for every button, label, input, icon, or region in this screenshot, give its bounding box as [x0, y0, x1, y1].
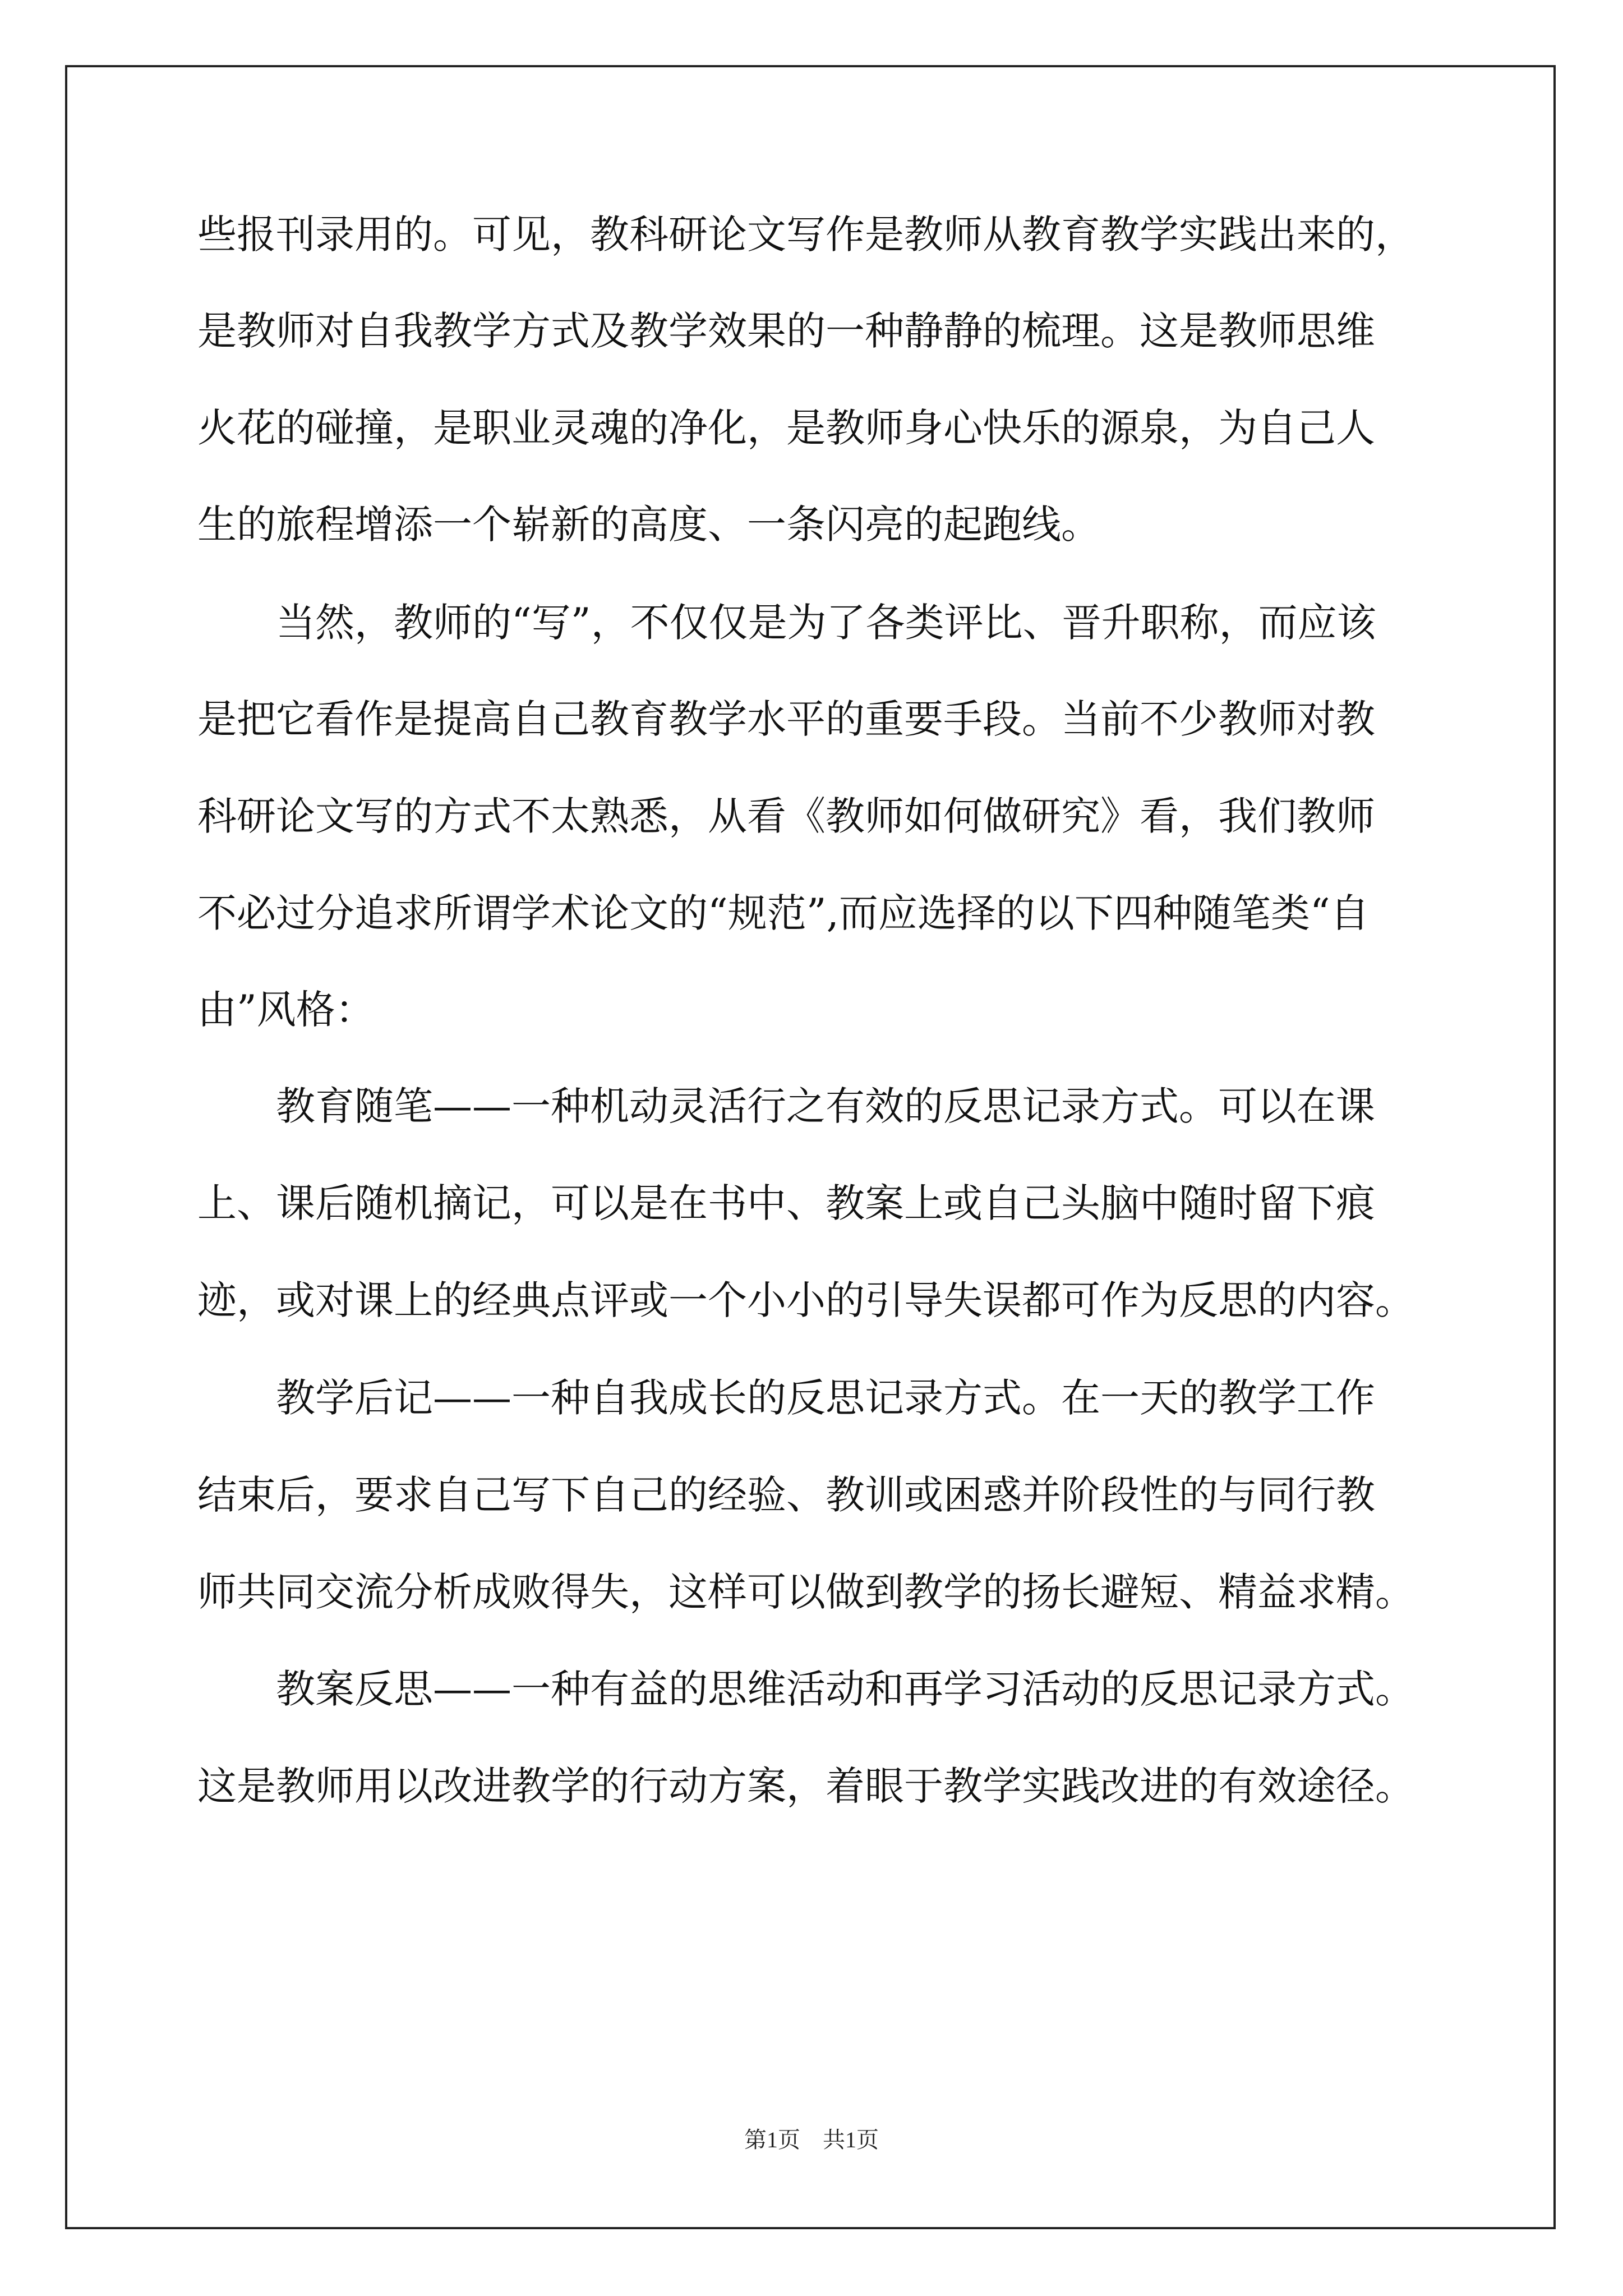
text-line: 师共同交流分析成败得失，这样可以做到教学的扬长避短、精益求精。 [197, 1569, 1414, 1615]
text-line: 些报刊录用的。可见，教科研论文写作是教师从教育教学实践出来的， [197, 211, 1414, 257]
text-line: 迹，或对课上的经典点评或一个小小的引导失误都可作为反思的内容。 [197, 1277, 1414, 1323]
text-line: 结束后，要求自己写下自己的经验、教训或困惑并阶段性的与同行教 [197, 1472, 1375, 1518]
text-line: 是教师对自我教学方式及教学效果的一种静静的梳理。这是教师思维 [197, 308, 1375, 354]
text-line: 这是教师用以改进教学的行动方案，着眼于教学实践改进的有效途径。 [197, 1763, 1414, 1809]
text-line: 科研论文写的方式不太熟悉，从看《教师如何做研究》看，我们教师 [197, 793, 1375, 839]
text-line: 是把它看作是提高自己教育教学水平的重要手段。当前不少教师对教 [197, 696, 1375, 742]
page-border [65, 65, 1556, 2229]
text-line: 不必过分追求所谓学术论文的“规范”,而应选择的以下四种随笔类“自 [197, 890, 1370, 936]
page-number-footer: 第1页 共1页 [744, 2127, 879, 2152]
text-line: 当然，教师的“写”，不仅仅是为了各类评比、晋升职称，而应该 [197, 600, 1376, 646]
text-line: 火花的碰撞，是职业灵魂的净化，是教师身心快乐的源泉，为自己人 [197, 405, 1375, 451]
text-line: 教学后记——一种自我成长的反思记录方式。在一天的教学工作 [197, 1375, 1375, 1421]
text-line: 上、课后随机摘记，可以是在书中、教案上或自己头脑中随时留下痕 [197, 1180, 1375, 1226]
text-line: 生的旅程增添一个崭新的高度、一条闪亮的起跑线。 [197, 501, 1100, 547]
text-line: 教育随笔——一种机动灵活行之有效的反思记录方式。可以在课 [197, 1083, 1375, 1129]
text-line: 教案反思——一种有益的思维活动和再学习活动的反思记录方式。 [197, 1666, 1414, 1712]
text-line: 由”风格： [197, 987, 375, 1033]
